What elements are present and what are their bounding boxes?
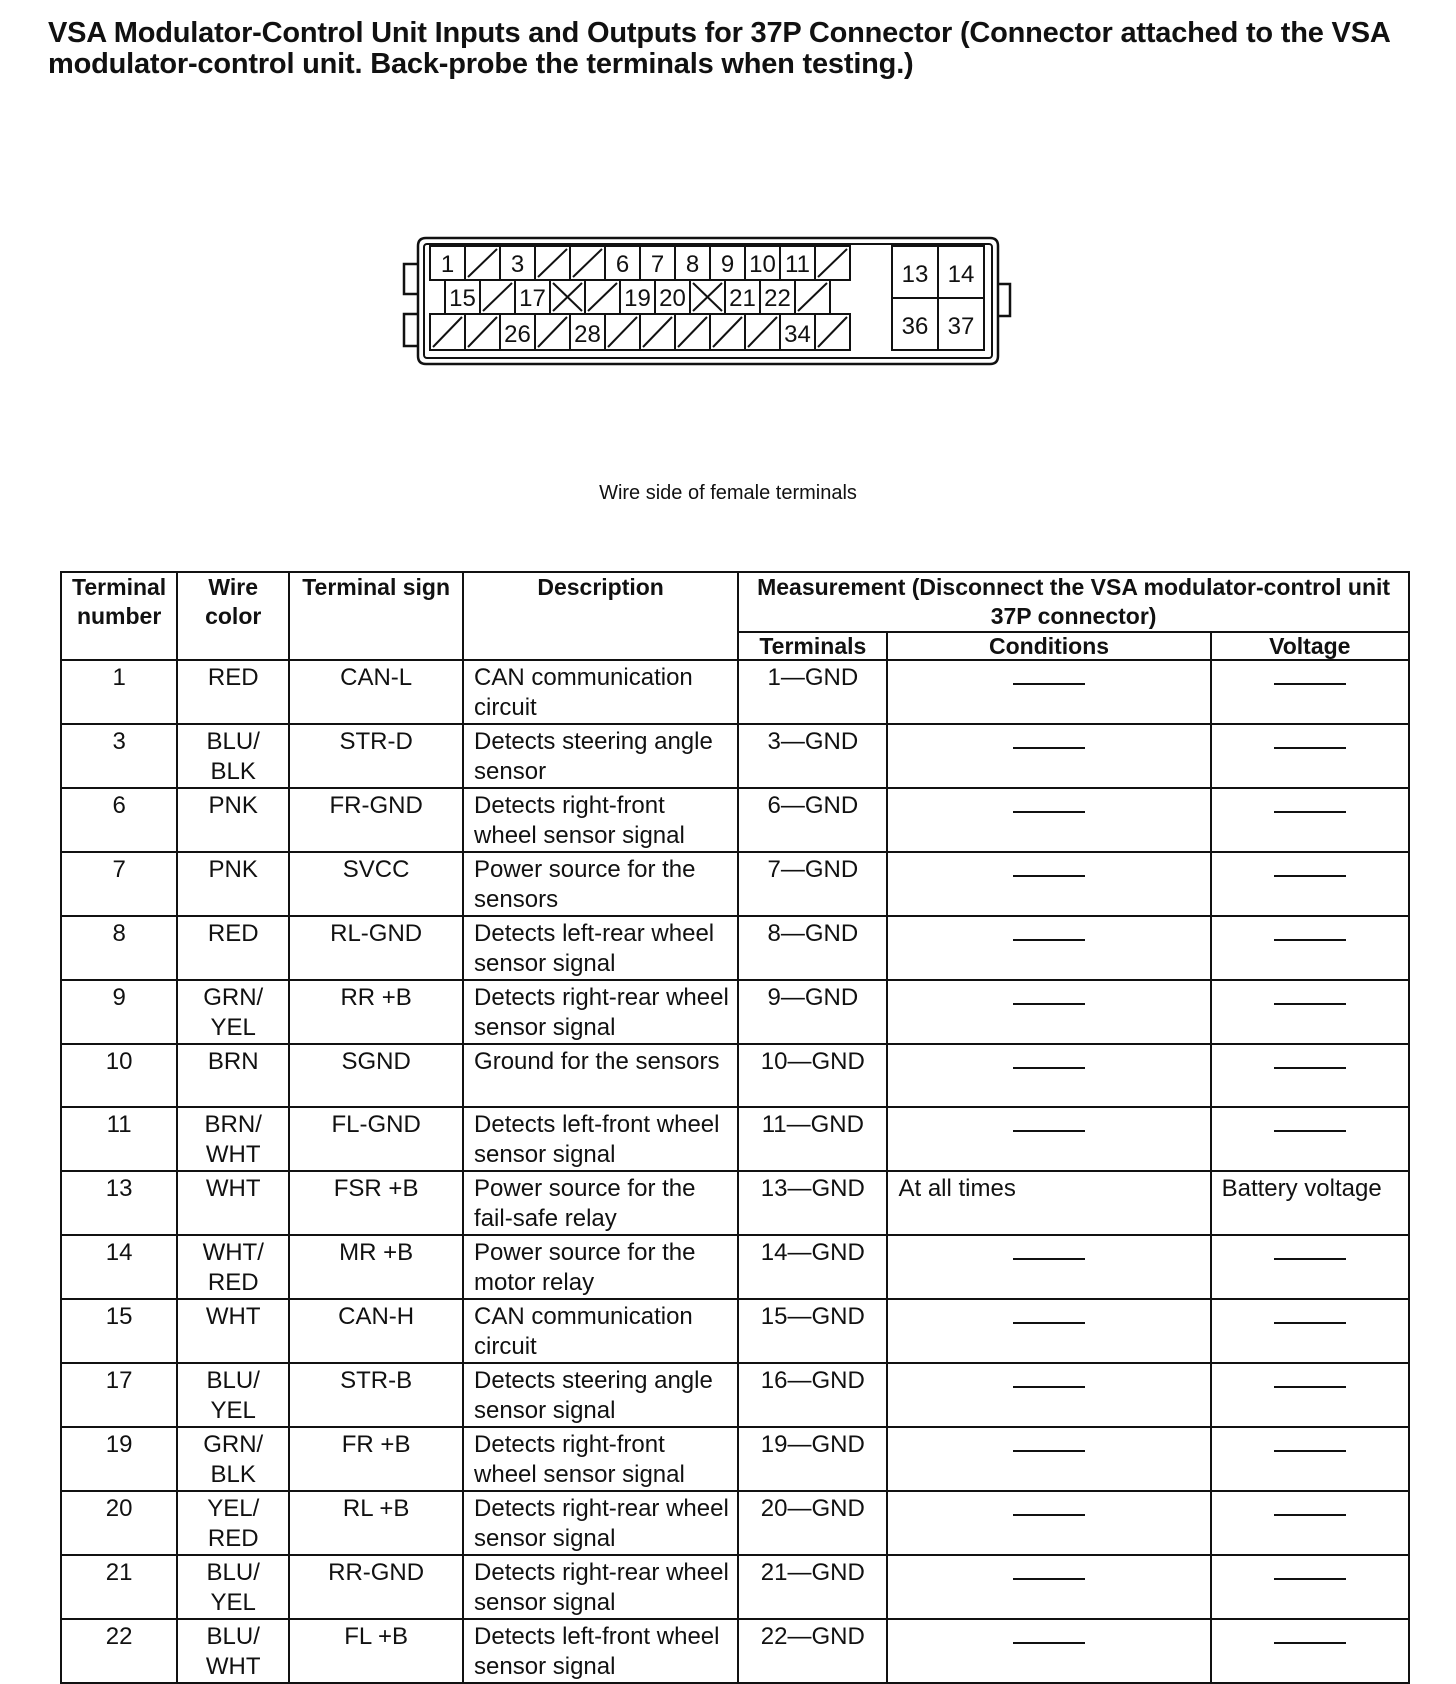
- unused-cavity-mark: [468, 249, 497, 277]
- not-applicable-dash: [1013, 1642, 1085, 1644]
- cell-terminals: 22—GND: [738, 1619, 887, 1683]
- not-applicable-dash: [1013, 1258, 1085, 1260]
- cell-terminal-number: 1: [61, 660, 177, 724]
- table-row: [61, 1107, 1409, 1171]
- table-row: [61, 1044, 1409, 1107]
- cell-wire-color: BLU/ YEL: [177, 1363, 289, 1427]
- unused-cavity-mark: [588, 283, 617, 311]
- not-applicable-dash: [1013, 1322, 1085, 1324]
- cell-voltage: [1211, 1235, 1409, 1299]
- cell-terminals: 3—GND: [738, 724, 887, 788]
- cell-terminals: 8—GND: [738, 916, 887, 980]
- cell-voltage: [1211, 980, 1409, 1044]
- cell-wire-color: WHT/ RED: [177, 1235, 289, 1299]
- table-row: [61, 1171, 1409, 1235]
- page-title: VSA Modulator-Control Unit Inputs and Outputs for 37P Connector (Connector attached to the VSA modulator-control unit. Back-probe the terminals when testing.): [48, 17, 1390, 80]
- cell-conditions: [887, 788, 1210, 852]
- cell-terminal-number: 13: [61, 1171, 177, 1235]
- cell-wire-color: GRN/ BLK: [177, 1427, 289, 1491]
- unused-cavity-mark: [608, 317, 637, 347]
- cell-terminal-number: 19: [61, 1427, 177, 1491]
- not-applicable-dash: [1013, 683, 1085, 685]
- cell-description: Detects right-front wheel sensor signal: [463, 1427, 738, 1491]
- table-row: [61, 724, 1409, 788]
- cell-conditions: [887, 916, 1210, 980]
- header-conditions: Conditions: [887, 632, 1210, 660]
- cell-terminal-number: 20: [61, 1491, 177, 1555]
- connector-pin-label: 17: [519, 285, 546, 312]
- connector-pin-label: 34: [784, 321, 811, 348]
- cell-voltage: [1211, 852, 1409, 916]
- cell-terminals: 9—GND: [738, 980, 887, 1044]
- not-applicable-dash: [1274, 1003, 1346, 1005]
- header-terminal-sign: Terminal sign: [289, 572, 463, 660]
- cell-terminal-sign: MR +B: [289, 1235, 463, 1299]
- cell-terminal-sign: FSR +B: [289, 1171, 463, 1235]
- connector-diagram: [400, 234, 1080, 394]
- table-row: [61, 660, 1409, 724]
- cell-description: CAN communication circuit: [463, 660, 738, 724]
- cell-terminal-number: 15: [61, 1299, 177, 1363]
- cell-voltage: [1211, 660, 1409, 724]
- not-applicable-dash: [1274, 1322, 1346, 1324]
- not-applicable-dash: [1274, 1386, 1346, 1388]
- header-terminals: Terminals: [738, 632, 887, 660]
- unused-cavity-mark: [538, 249, 567, 277]
- cell-terminals: 20—GND: [738, 1491, 887, 1555]
- cell-terminal-sign: SGND: [289, 1044, 463, 1107]
- cell-voltage: [1211, 788, 1409, 852]
- cell-conditions: [887, 1299, 1210, 1363]
- connector-pin-label: 3: [510, 251, 525, 278]
- cell-terminals: 16—GND: [738, 1363, 887, 1427]
- cell-conditions: [887, 1555, 1210, 1619]
- connector-pin-label: 28: [574, 321, 601, 348]
- connector-pin-label: 10: [749, 251, 776, 278]
- not-applicable-dash: [1013, 1514, 1085, 1516]
- cell-terminals: 21—GND: [738, 1555, 887, 1619]
- cell-wire-color: WHT: [177, 1299, 289, 1363]
- cell-terminal-number: 14: [61, 1235, 177, 1299]
- cell-terminal-sign: SVCC: [289, 852, 463, 916]
- not-applicable-dash: [1274, 1130, 1346, 1132]
- cell-wire-color: YEL/ RED: [177, 1491, 289, 1555]
- not-applicable-dash: [1013, 939, 1085, 941]
- not-applicable-dash: [1013, 1067, 1085, 1069]
- cell-voltage: [1211, 1044, 1409, 1107]
- not-applicable-dash: [1013, 811, 1085, 813]
- cell-terminals: 15—GND: [738, 1299, 887, 1363]
- cell-wire-color: WHT: [177, 1171, 289, 1235]
- table-row: [61, 916, 1409, 980]
- table-row: [61, 1427, 1409, 1491]
- cell-description: Power source for the sensors: [463, 852, 738, 916]
- table-row: [61, 1235, 1409, 1299]
- connector-pin-label: 37: [947, 313, 975, 340]
- cell-wire-color: BRN/ WHT: [177, 1107, 289, 1171]
- unused-cavity-mark: [818, 249, 847, 277]
- unused-cavity-mark: [643, 317, 672, 347]
- connector-pin-label: 36: [901, 313, 929, 340]
- cell-description: Detects right-front wheel sensor signal: [463, 788, 738, 852]
- unused-cavity-mark: [538, 317, 567, 347]
- not-applicable-dash: [1274, 939, 1346, 941]
- connector-pin-label: 20: [659, 285, 686, 312]
- cell-description: Detects left-rear wheel sensor signal: [463, 916, 738, 980]
- cell-wire-color: GRN/ YEL: [177, 980, 289, 1044]
- cell-terminal-sign: RL-GND: [289, 916, 463, 980]
- cell-voltage: [1211, 1427, 1409, 1491]
- cell-description: Detects steering angle sensor: [463, 724, 738, 788]
- cell-terminals: 11—GND: [738, 1107, 887, 1171]
- unused-cavity-mark: [573, 249, 602, 277]
- header-terminal-number: Terminal number: [61, 572, 177, 660]
- header-voltage: Voltage: [1211, 632, 1409, 660]
- cell-conditions: At all times: [887, 1171, 1210, 1235]
- cell-conditions: [887, 660, 1210, 724]
- diagram-caption: Wire side of female terminals: [599, 482, 857, 504]
- connector-pin-label: 13: [901, 261, 929, 288]
- table-row: [61, 1491, 1409, 1555]
- not-applicable-dash: [1013, 747, 1085, 749]
- connector-pin-label: 26: [504, 321, 531, 348]
- cell-terminals: 6—GND: [738, 788, 887, 852]
- not-applicable-dash: [1274, 1578, 1346, 1580]
- cell-terminals: 7—GND: [738, 852, 887, 916]
- not-applicable-dash: [1274, 1450, 1346, 1452]
- cell-terminal-number: 8: [61, 916, 177, 980]
- table-row: [61, 1619, 1409, 1683]
- connector-pin-label: 8: [685, 251, 700, 278]
- cell-description: Detects left-front wheel sensor signal: [463, 1107, 738, 1171]
- header-description: Description: [463, 572, 738, 660]
- cell-conditions: [887, 1044, 1210, 1107]
- connector-pin-label: 6: [615, 251, 630, 278]
- cell-voltage: [1211, 1619, 1409, 1683]
- table-row: [61, 980, 1409, 1044]
- cell-terminal-number: 7: [61, 852, 177, 916]
- cell-terminal-sign: CAN-L: [289, 660, 463, 724]
- unused-cavity-mark: [678, 317, 707, 347]
- cell-terminal-sign: FR-GND: [289, 788, 463, 852]
- table-row: [61, 788, 1409, 852]
- cell-terminal-number: 6: [61, 788, 177, 852]
- unused-cavity-mark: [483, 283, 512, 311]
- cell-description: Ground for the sensors: [463, 1044, 738, 1107]
- cell-conditions: [887, 980, 1210, 1044]
- table-row: [61, 1363, 1409, 1427]
- cell-voltage: [1211, 1299, 1409, 1363]
- not-applicable-dash: [1274, 811, 1346, 813]
- terminal-table: [60, 571, 1410, 1684]
- connector-body: [404, 238, 1010, 364]
- not-applicable-dash: [1274, 747, 1346, 749]
- header-measurement: Measurement (Disconnect the VSA modulator-control unit 37P connector): [738, 572, 1409, 632]
- not-applicable-dash: [1013, 1450, 1085, 1452]
- cell-conditions: [887, 1235, 1210, 1299]
- cell-wire-color: PNK: [177, 852, 289, 916]
- cell-voltage: [1211, 724, 1409, 788]
- cell-conditions: [887, 1363, 1210, 1427]
- not-applicable-dash: [1274, 683, 1346, 685]
- cell-terminal-sign: STR-B: [289, 1363, 463, 1427]
- cell-terminal-number: 17: [61, 1363, 177, 1427]
- cell-terminal-number: 9: [61, 980, 177, 1044]
- cell-conditions: [887, 724, 1210, 788]
- cell-description: Power source for the fail-safe relay: [463, 1171, 738, 1235]
- cell-conditions: [887, 1491, 1210, 1555]
- not-applicable-dash: [1274, 1514, 1346, 1516]
- connector-pin-label: 21: [729, 285, 756, 312]
- unused-cavity-mark: [798, 283, 827, 311]
- cell-terminals: 1—GND: [738, 660, 887, 724]
- cell-terminal-number: 3: [61, 724, 177, 788]
- cell-terminal-number: 10: [61, 1044, 177, 1107]
- table-row: [61, 1299, 1409, 1363]
- cell-terminal-number: 21: [61, 1555, 177, 1619]
- not-applicable-dash: [1274, 1258, 1346, 1260]
- unused-cavity-mark: [818, 317, 847, 347]
- connector-pin-label: 9: [720, 251, 735, 278]
- table-row: [61, 852, 1409, 916]
- cell-wire-color: BRN: [177, 1044, 289, 1107]
- not-applicable-dash: [1274, 875, 1346, 877]
- cell-description: Detects right-rear wheel sensor signal: [463, 1555, 738, 1619]
- cell-voltage: [1211, 1107, 1409, 1171]
- not-applicable-dash: [1013, 1386, 1085, 1388]
- cell-terminals: 10—GND: [738, 1044, 887, 1107]
- cell-conditions: [887, 1619, 1210, 1683]
- cell-wire-color: RED: [177, 916, 289, 980]
- cell-terminal-number: 11: [61, 1107, 177, 1171]
- cell-voltage: [1211, 916, 1409, 980]
- cell-description: Power source for the motor relay: [463, 1235, 738, 1299]
- cell-wire-color: BLU/ WHT: [177, 1619, 289, 1683]
- unused-cavity-mark: [468, 317, 497, 347]
- cell-terminal-sign: CAN-H: [289, 1299, 463, 1363]
- connector-labels: [441, 251, 975, 348]
- cell-terminal-sign: RR +B: [289, 980, 463, 1044]
- cell-terminals: 13—GND: [738, 1171, 887, 1235]
- cell-terminal-sign: RR-GND: [289, 1555, 463, 1619]
- cell-description: CAN communication circuit: [463, 1299, 738, 1363]
- cell-wire-color: PNK: [177, 788, 289, 852]
- connector-pin-label: 15: [449, 285, 476, 312]
- cell-terminal-sign: RL +B: [289, 1491, 463, 1555]
- cell-conditions: [887, 852, 1210, 916]
- connector-pin-label: 14: [947, 261, 975, 288]
- table-body: [61, 660, 1409, 1683]
- cell-terminals: 14—GND: [738, 1235, 887, 1299]
- not-applicable-dash: [1274, 1067, 1346, 1069]
- cell-description: Detects steering angle sensor signal: [463, 1363, 738, 1427]
- header-wire-color: Wire color: [177, 572, 289, 660]
- cell-wire-color: BLU/ YEL: [177, 1555, 289, 1619]
- not-applicable-dash: [1013, 1130, 1085, 1132]
- connector-pin-label: 19: [624, 285, 651, 312]
- cell-terminal-sign: FL +B: [289, 1619, 463, 1683]
- connector-pin-label: 1: [440, 251, 455, 278]
- cell-description: Detects left-front wheel sensor signal: [463, 1619, 738, 1683]
- cell-voltage: [1211, 1555, 1409, 1619]
- cell-terminal-number: 22: [61, 1619, 177, 1683]
- not-applicable-dash: [1013, 875, 1085, 877]
- cell-voltage: [1211, 1491, 1409, 1555]
- cell-wire-color: BLU/ BLK: [177, 724, 289, 788]
- table-row: [61, 1555, 1409, 1619]
- not-applicable-dash: [1013, 1578, 1085, 1580]
- cell-voltage: Battery voltage: [1211, 1171, 1409, 1235]
- cell-voltage: [1211, 1363, 1409, 1427]
- unused-cavity-mark: [713, 317, 742, 347]
- connector-pin-label: 7: [650, 251, 665, 278]
- unused-cavity-mark: [433, 317, 462, 347]
- not-applicable-dash: [1013, 1003, 1085, 1005]
- cell-terminals: 19—GND: [738, 1427, 887, 1491]
- connector-pin-label: 11: [785, 251, 810, 278]
- cell-conditions: [887, 1427, 1210, 1491]
- cell-description: Detects right-rear wheel sensor signal: [463, 1491, 738, 1555]
- cell-wire-color: RED: [177, 660, 289, 724]
- not-applicable-dash: [1274, 1642, 1346, 1644]
- cell-conditions: [887, 1107, 1210, 1171]
- cell-terminal-sign: FL-GND: [289, 1107, 463, 1171]
- unused-cavity-mark: [748, 317, 777, 347]
- connector-pin-label: 22: [764, 285, 791, 312]
- cell-description: Detects right-rear wheel sensor signal: [463, 980, 738, 1044]
- cell-terminal-sign: STR-D: [289, 724, 463, 788]
- cell-terminal-sign: FR +B: [289, 1427, 463, 1491]
